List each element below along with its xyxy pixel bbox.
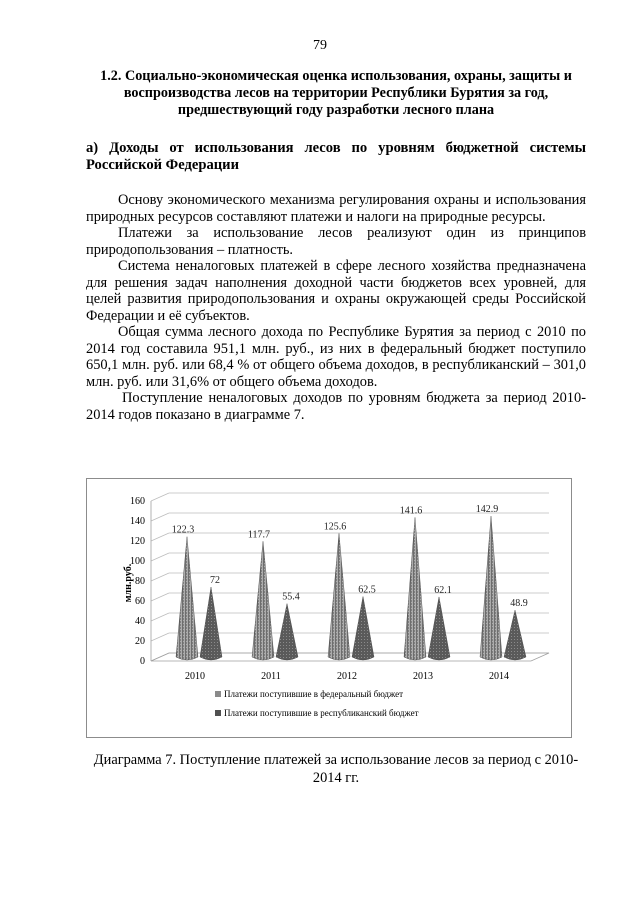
- data-label: 122.3: [171, 524, 195, 536]
- gridline-side: [151, 553, 169, 561]
- y-tick-label: 160: [130, 496, 145, 507]
- cone-republic: [276, 604, 298, 660]
- legend-swatch: [215, 710, 221, 716]
- y-tick-label: 40: [135, 616, 145, 627]
- y-tick-label: 60: [135, 596, 145, 607]
- cone-federal: [480, 516, 502, 660]
- data-label: 55.4: [282, 591, 300, 603]
- y-tick-label: 140: [130, 516, 145, 527]
- data-label: 141.6: [399, 505, 423, 517]
- cone-bar-chart: [87, 479, 571, 737]
- cone-federal: [176, 537, 198, 660]
- y-tick-label: 80: [135, 576, 145, 587]
- legend-swatch: [215, 691, 221, 697]
- y-tick-label: 120: [130, 536, 145, 547]
- y-tick-label: 100: [130, 556, 145, 567]
- gridline-side: [151, 513, 169, 521]
- paragraph: Основу экономического механизма регулирования охраны и использования природных ресурсов составляют платежи и налоги на природные ресурсы.: [86, 192, 586, 225]
- data-label: 117.7: [247, 529, 271, 541]
- paragraph: Поступление неналоговых доходов по уровням бюджета за период 2010-2014 годов показано в диаграмме 7.: [86, 390, 586, 423]
- gridline-side: [151, 573, 169, 581]
- data-label: 62.1: [434, 584, 452, 596]
- x-tick-label: 2012: [337, 671, 357, 682]
- gridline-side: [151, 493, 169, 501]
- x-tick-label: 2014: [489, 671, 509, 682]
- cone-republic: [200, 587, 222, 660]
- y-tick-label: 0: [140, 656, 145, 667]
- gridline-side: [151, 613, 169, 621]
- data-label: 48.9: [510, 598, 528, 610]
- y-tick-label: 20: [135, 636, 145, 647]
- section-title: 1.2. Социально-экономическая оценка использования, охраны, защиты и воспроизводства лесов на территории Республики Бурятия за год, предшествующий году разработки лесного плана: [100, 68, 572, 118]
- cone-republic: [504, 610, 526, 660]
- data-label: 142.9: [475, 504, 499, 516]
- cone-republic: [428, 597, 450, 660]
- cone-federal: [328, 533, 350, 660]
- paragraph: Система неналоговых платежей в сфере лесного хозяйства предназначена для решения задач наполнения доходной части бюджетов всех уровней, для целей развития природопользования и охраны окружающей среды Российской Федерации и её субъектов.: [86, 258, 586, 324]
- chart-caption: Диаграмма 7. Поступление платежей за использование лесов за период с 2010-2014 гг.: [93, 752, 579, 786]
- legend-entry: Платежи поступившие в республиканский бюджет: [224, 708, 419, 718]
- data-label: 72: [210, 575, 220, 586]
- paragraph: Общая сумма лесного дохода по Республике Бурятия за период с 2010 по 2014 год составила 951,1 млн. руб., из них в федеральный бюджет поступило 650,1 млн. руб. или 68,4 % от общего объема доходов, в республиканский – 301,0 млн. руб. или 31,6% от общего объема доходов.: [86, 324, 586, 390]
- legend-entry: Платежи поступившие в федеральный бюджет: [224, 689, 404, 699]
- gridline-side: [151, 533, 169, 541]
- cone-federal: [252, 541, 274, 660]
- gridline-side: [151, 593, 169, 601]
- x-tick-label: 2013: [413, 671, 433, 682]
- gridline-side: [151, 633, 169, 641]
- y-axis-label: млн.руб.: [123, 563, 134, 603]
- subsection-title: а) Доходы от использования лесов по уровням бюджетной системы Российской Федерации: [86, 140, 586, 173]
- data-label: 125.6: [323, 521, 347, 533]
- cone-federal: [404, 517, 426, 660]
- chart-frame: [86, 478, 572, 738]
- data-label: 62.5: [358, 584, 376, 596]
- cone-republic: [352, 597, 374, 661]
- x-tick-label: 2011: [261, 671, 281, 682]
- x-tick-label: 2010: [185, 671, 205, 682]
- paragraph: Платежи за использование лесов реализуют один из принципов природопользования – платность.: [86, 225, 586, 258]
- page-number: 79: [313, 38, 327, 53]
- body-text: [86, 192, 586, 423]
